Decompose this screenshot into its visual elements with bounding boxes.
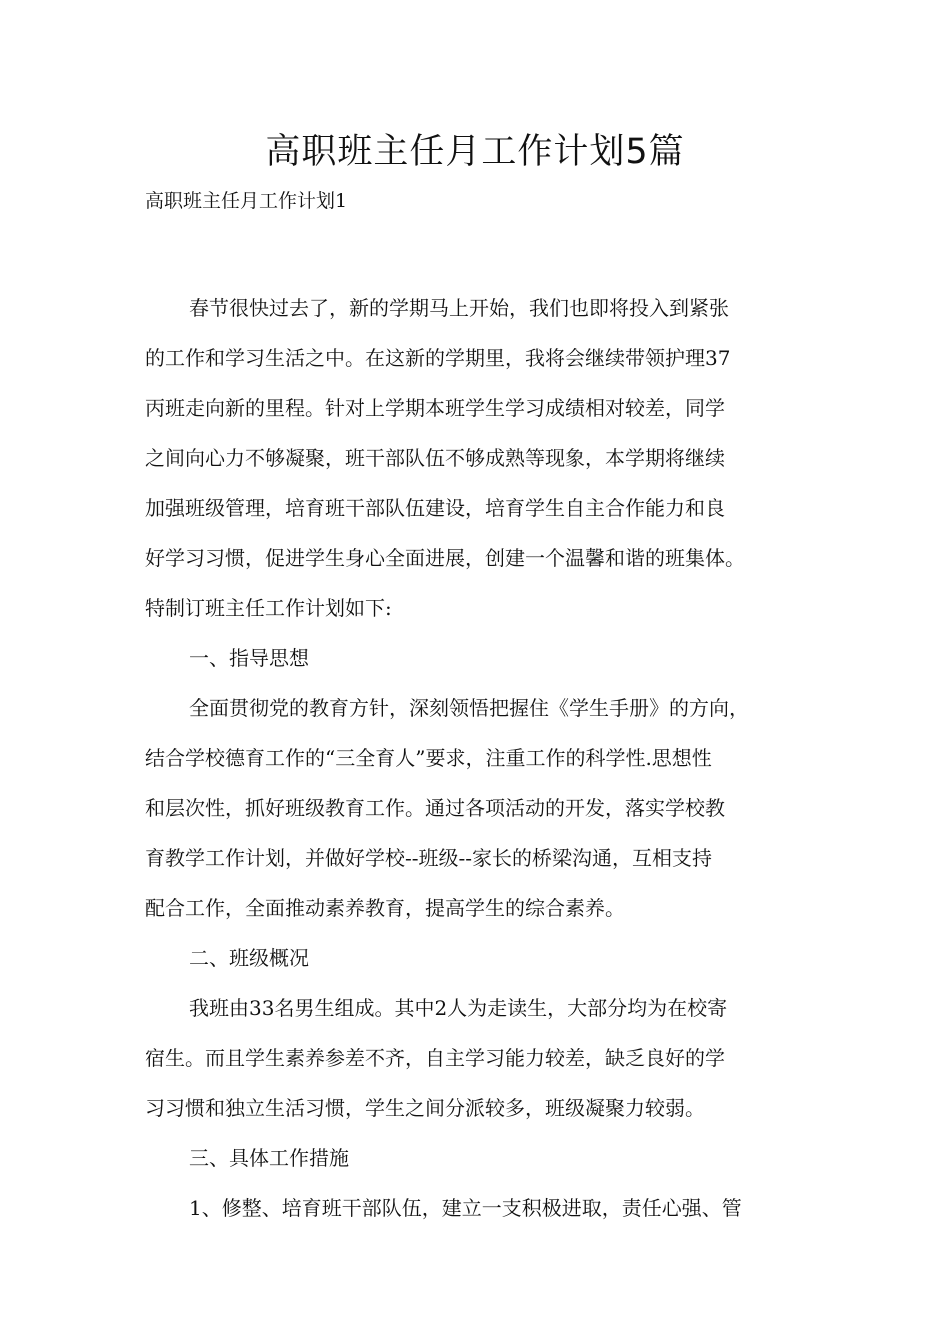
text-line: 配合工作，全面推动素养教育，提高学生的综合素养。 <box>145 896 625 920</box>
text-line: 三、具体工作措施 <box>189 1146 349 1170</box>
text-line: 春节很快过去了，新的学期马上开始，我们也即将投入到紧张 <box>189 296 729 320</box>
text-line: 特制订班主任工作计划如下: <box>145 596 392 620</box>
document-body <box>145 283 805 1233</box>
text-line: 我班由33名男生组成。其中2人为走读生，大部分均为在校寄 <box>189 996 728 1020</box>
text-line: 宿生。而且学生素养参差不齐，自主学习能力较差，缺乏良好的学 <box>145 1046 725 1070</box>
text-line: 1、修整、培育班干部队伍，建立一支积极进取，责任心强、管 <box>189 1196 742 1220</box>
text-line: 加强班级管理，培育班干部队伍建设，培育学生自主合作能力和良 <box>145 496 725 520</box>
text-line: 的工作和学习生活之中。在这新的学期里，我将会继续带领护理37 <box>145 346 731 370</box>
text-line: 一、指导思想 <box>189 646 309 670</box>
text-line: 丙班走向新的里程。针对上学期本班学生学习成绩相对较差，同学 <box>145 396 725 420</box>
document-subtitle: 高职班主任月工作计划1 <box>145 190 348 212</box>
text-line: 全面贯彻党的教育方针，深刻领悟把握住《学生手册》的方向， <box>189 696 749 720</box>
text-line: 育教学工作计划，并做好学校--班级--家长的桥梁沟通，互相支持 <box>145 846 713 870</box>
text-line: 之间向心力不够凝聚，班干部队伍不够成熟等现象，本学期将继续 <box>145 446 725 470</box>
text-line: 习习惯和独立生活习惯，学生之间分派较多，班级凝聚力较弱。 <box>145 1096 705 1120</box>
text-line: 二、班级概况 <box>189 946 309 970</box>
text-line: 结合学校德育工作的“三全育人”要求，注重工作的科学性.思想性 <box>145 746 712 770</box>
text-line: 好学习习惯，促进学生身心全面进展，创建一个温馨和谐的班集体。 <box>145 546 745 570</box>
document-title: 高职班主任月工作计划5篇 <box>265 132 685 172</box>
text-line: 和层次性，抓好班级教育工作。通过各项活动的开发，落实学校教 <box>145 796 725 820</box>
